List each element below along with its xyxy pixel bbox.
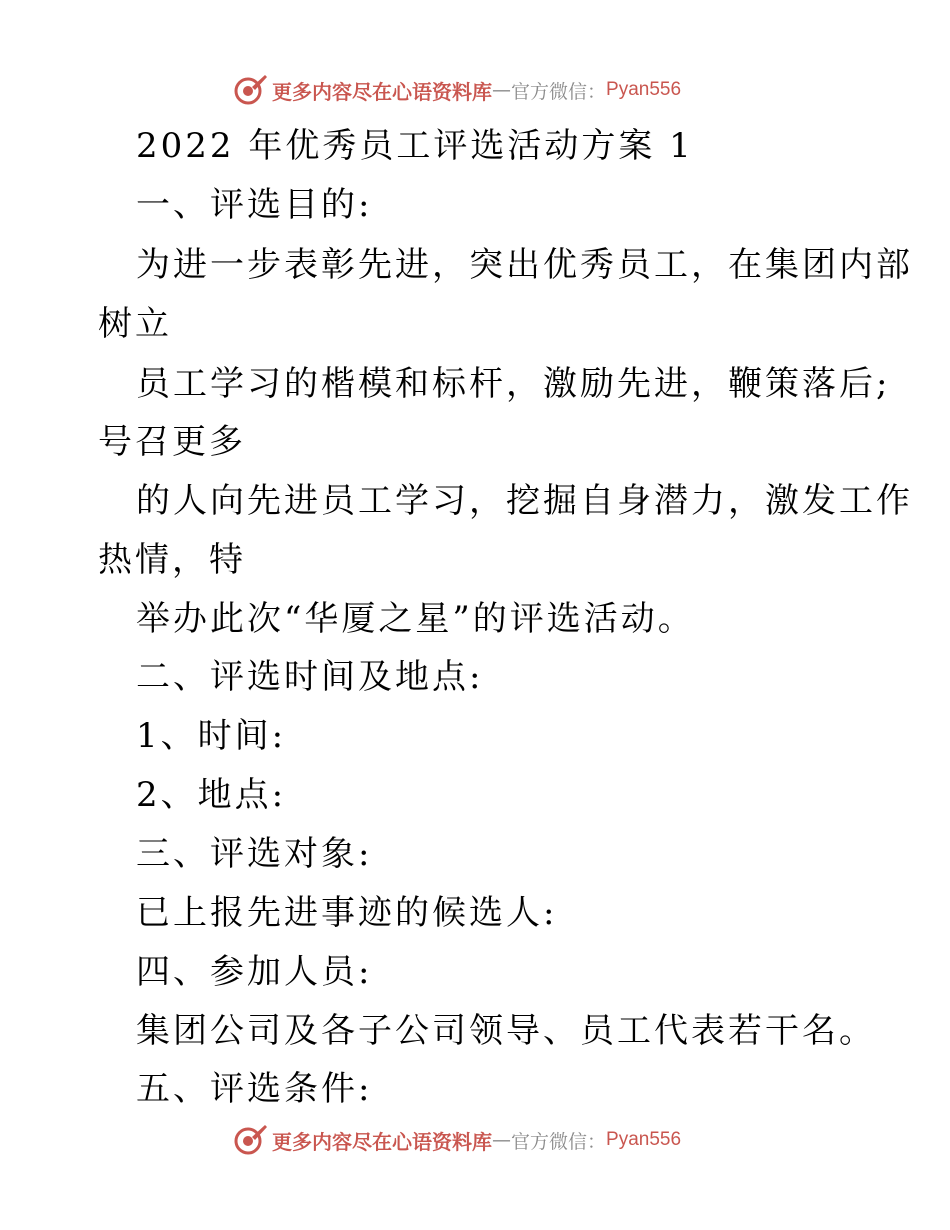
section-heading: 五、评选条件:: [136, 1069, 373, 1109]
paragraph-line: 举办此次“华厦之星”的评选活动。: [136, 599, 695, 639]
paragraph-line: 树立: [98, 304, 172, 344]
paragraph-line: 热情，特: [98, 540, 246, 580]
pen-logo-icon: [232, 72, 268, 108]
pen-logo-icon: [232, 1122, 268, 1158]
section-heading: 二、评选时间及地点:: [136, 657, 484, 697]
section-heading: 四、参加人员:: [136, 952, 373, 992]
watermark-wechat-id: Pyan556: [606, 1129, 682, 1150]
watermark-main-text: 更多内容尽在心语资料库: [272, 79, 492, 104]
section-heading: 三、评选对象:: [136, 834, 373, 874]
paragraph-line: 号召更多: [98, 422, 246, 462]
list-item: 1、时间:: [136, 716, 287, 756]
watermark-dash: —: [492, 79, 511, 101]
watermark-label: 官方微信：: [511, 1130, 607, 1153]
paragraph-line: 集团公司及各子公司领导、员工代表若干名。: [136, 1011, 876, 1051]
document-title: 2022 年优秀员工评选活动方案 1: [136, 126, 694, 166]
footer-watermark: [232, 1120, 681, 1160]
watermark-wechat-id: Pyan556: [606, 79, 682, 100]
header-watermark: [232, 70, 681, 110]
watermark-dash: —: [492, 1129, 511, 1151]
watermark-label: 官方微信：: [511, 80, 607, 103]
paragraph-line: 为进一步表彰先进，突出优秀员工，在集团内部: [136, 245, 913, 285]
section-heading: 一、评选目的:: [136, 185, 373, 225]
paragraph-line: 的人向先进员工学习，挖掘自身潜力，激发工作: [136, 481, 913, 521]
paragraph-line: 已上报先进事迹的候选人:: [136, 893, 558, 933]
list-item: 2、地点:: [136, 775, 287, 815]
watermark-main-text: 更多内容尽在心语资料库: [272, 1129, 492, 1154]
paragraph-line: 员工学习的楷模和标杆，激励先进，鞭策落后;: [136, 364, 891, 404]
